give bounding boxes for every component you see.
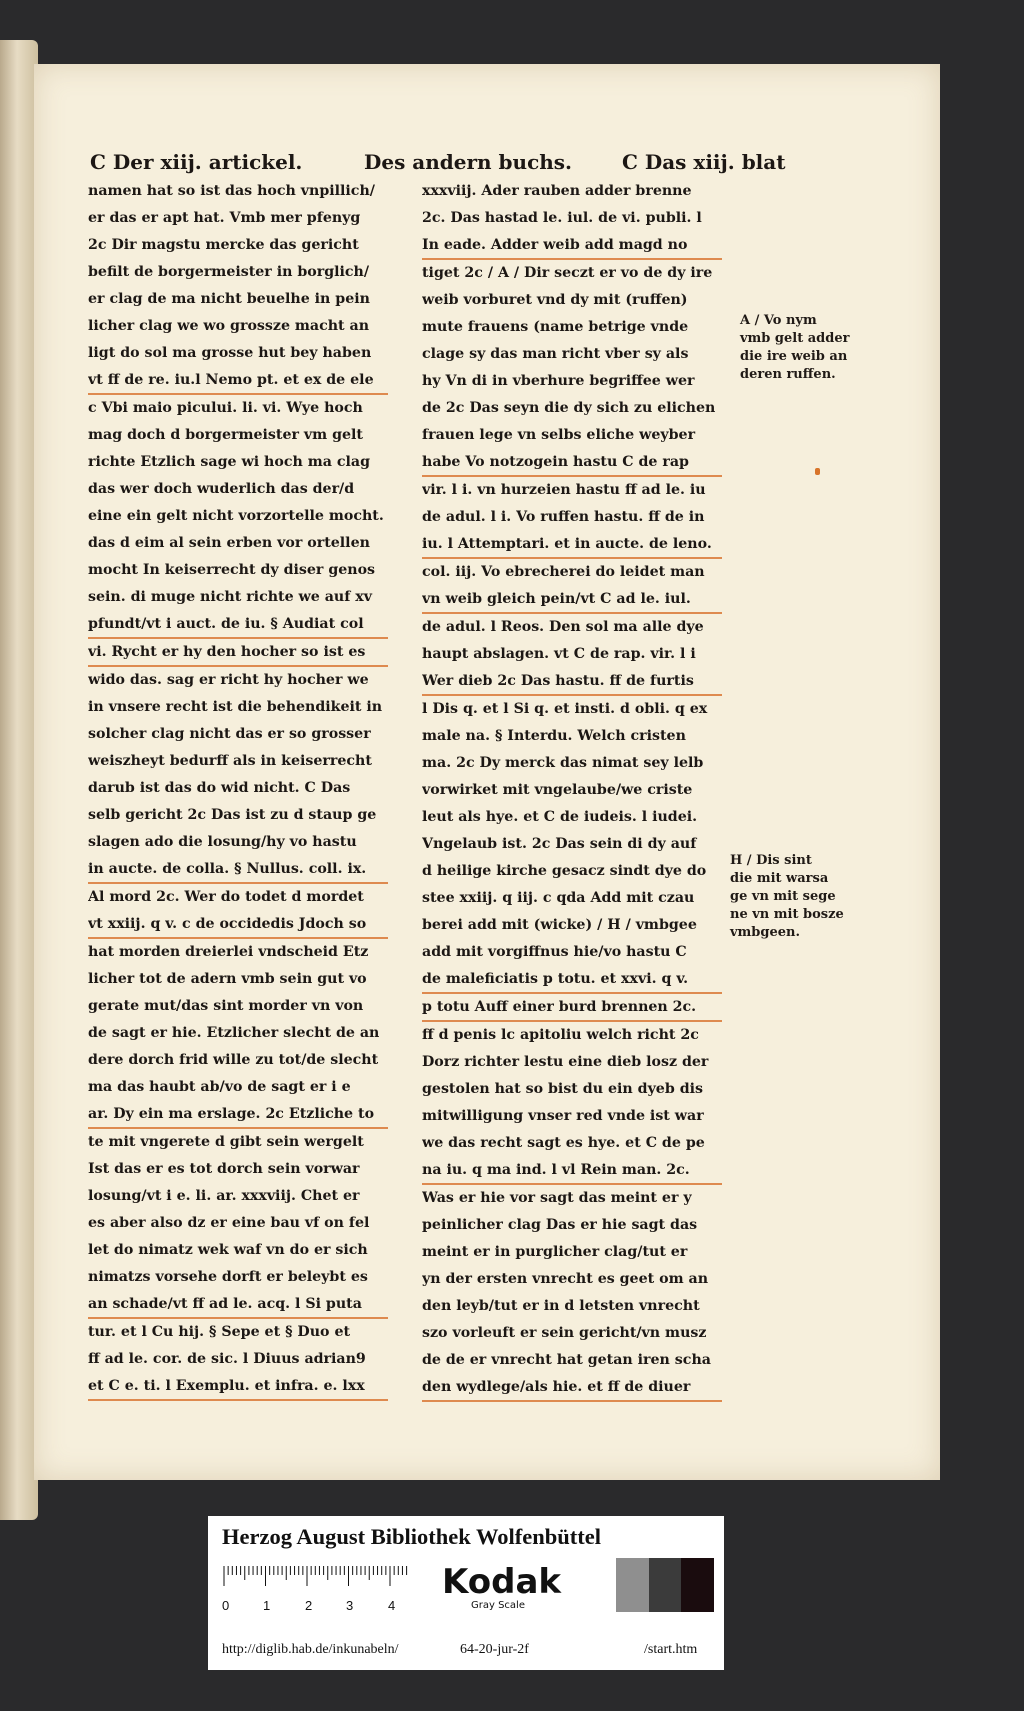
text-line: add mit vorgiffnus hie/vo hastu C <box>422 944 687 960</box>
margin-note-line: deren ruffen. <box>740 367 836 382</box>
text-line: Al mord 2c. Wer do todet d mordet <box>88 889 364 905</box>
text-line: p totu Auff einer burd brennen 2c. <box>422 994 722 1022</box>
text-line: mocht In keiserrecht dy diser genos <box>88 562 376 578</box>
text-line: ma das haubt ab/vo de sagt er i e <box>88 1079 351 1095</box>
text-line: namen hat so ist das hoch vnpillich/ <box>88 183 375 199</box>
text-line: befilt de borgermeister in borglich/ <box>88 264 370 280</box>
text-line: selb gericht 2c Das ist zu d staup ge <box>88 807 377 823</box>
text-line: ligt do sol ma grosse hut bey haben <box>88 345 372 361</box>
text-line: de maleficiatis p totu. et xxvi. q v. <box>422 966 722 994</box>
text-line: te mit vngerete d gibt sein wergelt <box>88 1134 364 1150</box>
text-line: weib vorburet vnd dy mit (ruffen) <box>422 292 688 308</box>
gray-swatch <box>616 1558 649 1612</box>
ruler-scale <box>222 1562 444 1594</box>
text-line: vorwirket mit vngelaube/we criste <box>422 782 693 798</box>
margin-note-line: vmbgeen. <box>730 925 801 940</box>
text-line: das wer doch wuderlich das der/d <box>88 481 355 497</box>
gray-swatches <box>616 1558 714 1612</box>
margin-note-h <box>730 852 860 942</box>
text-line: vt ff de re. iu.l Nemo pt. et ex de ele <box>88 367 388 395</box>
text-line: de adul. l Reos. Den sol ma alle dye <box>422 619 704 635</box>
text-line: l Dis q. et l Si q. et insti. d obli. q ex <box>422 701 708 717</box>
margin-note-a <box>740 312 860 384</box>
margin-note-line: die ire weib an <box>740 349 848 364</box>
tick-label: 1 <box>263 1598 271 1613</box>
text-line: berei add mit (wicke) / H / vmbgee <box>422 917 697 933</box>
margin-note-line: die mit warsa <box>730 871 829 886</box>
text-line: peinlicher clag Das er hie sagt das <box>422 1217 698 1233</box>
text-line: clage sy das man richt vber sy als <box>422 346 689 362</box>
text-line: dere dorch frid wille zu tot/de slecht <box>88 1052 379 1068</box>
text-line: ff ad le. cor. de sic. l Diuus adrian9 <box>88 1351 366 1367</box>
left-page-edge <box>0 40 38 1520</box>
text-line: richte Etzlich sage wi hoch ma clag <box>88 454 370 470</box>
text-line: weiszheyt bedurff als in keiserrecht <box>88 753 372 769</box>
text-line: we das recht sagt es hye. et C de pe <box>422 1135 705 1151</box>
text-line: den wydlege/als hie. et ff de diuer <box>422 1374 722 1402</box>
text-line: Ist das er es tot dorch sein vorwar <box>88 1161 360 1177</box>
text-line: let do nimatz wek waf vn do er sich <box>88 1242 368 1258</box>
text-line: gestolen hat so bist du ein dyeb dis <box>422 1081 703 1097</box>
margin-note-line: ne vn mit bosze <box>730 907 844 922</box>
text-line: vir. l i. vn hurzeien hastu ff ad le. iu <box>422 482 706 498</box>
text-line: ma. 2c Dy merck das nimat sey lelb <box>422 755 704 771</box>
text-line: in aucte. de colla. § Nullus. coll. ix. <box>88 856 388 884</box>
source-url: http://diglib.hab.de/inkunabeln/ <box>222 1642 399 1657</box>
text-line: das d eim al sein erben vor ortellen <box>88 535 370 551</box>
text-line: nimatzs vorsehe dorft er beleybt es <box>88 1269 368 1285</box>
margin-note-line: ge vn mit sege <box>730 889 836 904</box>
text-line: ff d penis lc apitoliu welch richt 2c <box>422 1027 699 1043</box>
text-line: es aber also dz er eine bau vf on fel <box>88 1215 370 1231</box>
text-line: meint er in purglicher clag/tut er <box>422 1244 688 1260</box>
text-line: 2c Dir magstu mercke das gericht <box>88 237 359 253</box>
rubric-mark <box>815 468 820 475</box>
text-line: c Vbi maio picului. li. vi. Wye hoch <box>88 400 363 416</box>
library-target-card <box>208 1516 724 1670</box>
text-line: tur. et l Cu hij. § Sepe et § Duo et <box>88 1324 351 1340</box>
gray-swatch <box>681 1558 714 1612</box>
header-right: C Das xiij. blat <box>622 150 786 174</box>
text-line: in vnsere recht ist die behendikeit in <box>88 699 383 715</box>
text-line: de de er vnrecht hat getan iren scha <box>422 1352 711 1368</box>
text-line: Wer dieb 2c Das hastu. ff de furtis <box>422 668 722 696</box>
tick-label: 0 <box>222 1598 230 1613</box>
text-line: na iu. q ma ind. l vl Rein man. 2c. <box>422 1157 722 1185</box>
text-line: mute frauens (name betrige vnde <box>422 319 689 335</box>
text-line: stee xxiij. q iij. c qda Add mit czau <box>422 890 695 906</box>
text-line: col. iij. Vo ebrecherei do leidet man <box>422 564 705 580</box>
text-line: er das er apt hat. Vmb mer pfenyg <box>88 210 361 226</box>
tick-label: 3 <box>346 1598 354 1613</box>
text-line: pfundt/vt i auct. de iu. § Audiat col <box>88 611 388 639</box>
gray-scale-label: Gray Scale <box>471 1600 525 1611</box>
text-line: de 2c Das seyn die dy sich zu elichen <box>422 400 716 416</box>
text-line: Dorz richter lestu eine dieb losz der <box>422 1054 709 1070</box>
text-line: eine ein gelt nicht vorzortelle mocht. <box>88 508 384 524</box>
header-left: C Der xiij. artickel. <box>90 150 303 174</box>
margin-note-line: vmb gelt adder <box>740 331 850 346</box>
tick-label: 2 <box>305 1598 313 1613</box>
text-line: vn weib gleich pein/vt C ad le. iul. <box>422 586 722 614</box>
text-line: losung/vt i e. li. ar. xxxviij. Chet er <box>88 1188 360 1204</box>
text-line: de adul. l i. Vo ruffen hastu. ff de in <box>422 509 705 525</box>
text-line: solcher clag nicht das er so grosser <box>88 726 371 742</box>
text-line: wido das. sag er richt hy hocher we <box>88 672 369 688</box>
text-line: male na. § Interdu. Welch cristen <box>422 728 686 744</box>
text-line: de sagt er hie. Etzlicher slecht de an <box>88 1025 380 1041</box>
text-line: vi. Rycht er hy den hocher so ist es <box>88 639 388 667</box>
text-line: yn der ersten vnrecht es geet om an <box>422 1271 709 1287</box>
text-line: mitwilligung vnser red vnde ist war <box>422 1108 704 1124</box>
header-middle: Des andern buchs. <box>364 150 573 174</box>
text-line: vt xxiij. q v. c de occidedis Jdoch so <box>88 911 388 939</box>
text-line: gerate mut/das sint morder vn von <box>88 998 364 1014</box>
text-line: darub ist das do wid nicht. C Das <box>88 780 351 796</box>
text-line: haupt abslagen. vt C de rap. vir. l i <box>422 646 696 662</box>
ruler-tick-labels <box>222 1598 422 1614</box>
url-end: /start.htm <box>644 1642 698 1657</box>
right-text-column <box>422 178 722 1402</box>
text-line: slagen ado die losung/hy vo hastu <box>88 834 357 850</box>
text-line: Was er hie vor sagt das meint er y <box>422 1190 692 1206</box>
text-line: licher clag we wo grossze macht an <box>88 318 370 334</box>
text-line: an schade/vt ff ad le. acq. l Si puta <box>88 1291 388 1319</box>
text-line: xxxviij. Ader rauben adder brenne <box>422 183 692 199</box>
text-line: hat morden dreierlei vndscheid Etz <box>88 944 369 960</box>
text-line: licher tot de adern vmb sein gut vo <box>88 971 367 987</box>
text-line: tiget 2c / A / Dir seczt er vo de dy ire <box>422 265 713 281</box>
text-line: szo vorleuft er sein gericht/vn musz <box>422 1325 707 1341</box>
text-line: mag doch d borgermeister vm gelt <box>88 427 363 443</box>
text-line: sein. di muge nicht richte we auf xv <box>88 589 372 605</box>
text-line: ar. Dy ein ma erslage. 2c Etzliche to <box>88 1101 388 1129</box>
text-line: d heilige kirche gesacz sindt dye do <box>422 863 707 879</box>
left-text-column <box>88 178 388 1401</box>
text-line: 2c. Das hastad le. iul. de vi. publi. l <box>422 210 702 226</box>
margin-note-line: H / Dis sint <box>730 853 812 868</box>
text-line: iu. l Attemptari. et in aucte. de leno. <box>422 531 722 559</box>
text-line: Vngelaub ist. 2c Das sein di dy auf <box>422 836 697 852</box>
library-title: Herzog August Bibliothek Wolfenbüttel <box>222 1524 601 1549</box>
shelfmark: 64-20-jur-2f <box>460 1642 529 1657</box>
text-line: den leyb/tut er in d letsten vnrecht <box>422 1298 700 1314</box>
margin-note-line: A / Vo nym <box>740 313 817 328</box>
text-line: hy Vn di in vberhure begriffee wer <box>422 373 695 389</box>
gray-swatch <box>649 1558 682 1612</box>
text-line: leut als hye. et C de iudeis. l iudei. <box>422 809 698 825</box>
text-line: frauen lege vn selbs eliche weyber <box>422 427 696 443</box>
text-line: habe Vo notzogein hastu C de rap <box>422 449 722 477</box>
text-line: In eade. Adder weib add magd no <box>422 232 722 260</box>
text-line: et C e. ti. l Exemplu. et infra. e. lxx <box>88 1373 388 1401</box>
kodak-logo: Kodak <box>442 1562 561 1602</box>
page-header <box>56 150 786 174</box>
tick-label: 4 <box>388 1598 396 1613</box>
text-line: er clag de ma nicht beuelhe in pein <box>88 291 370 307</box>
